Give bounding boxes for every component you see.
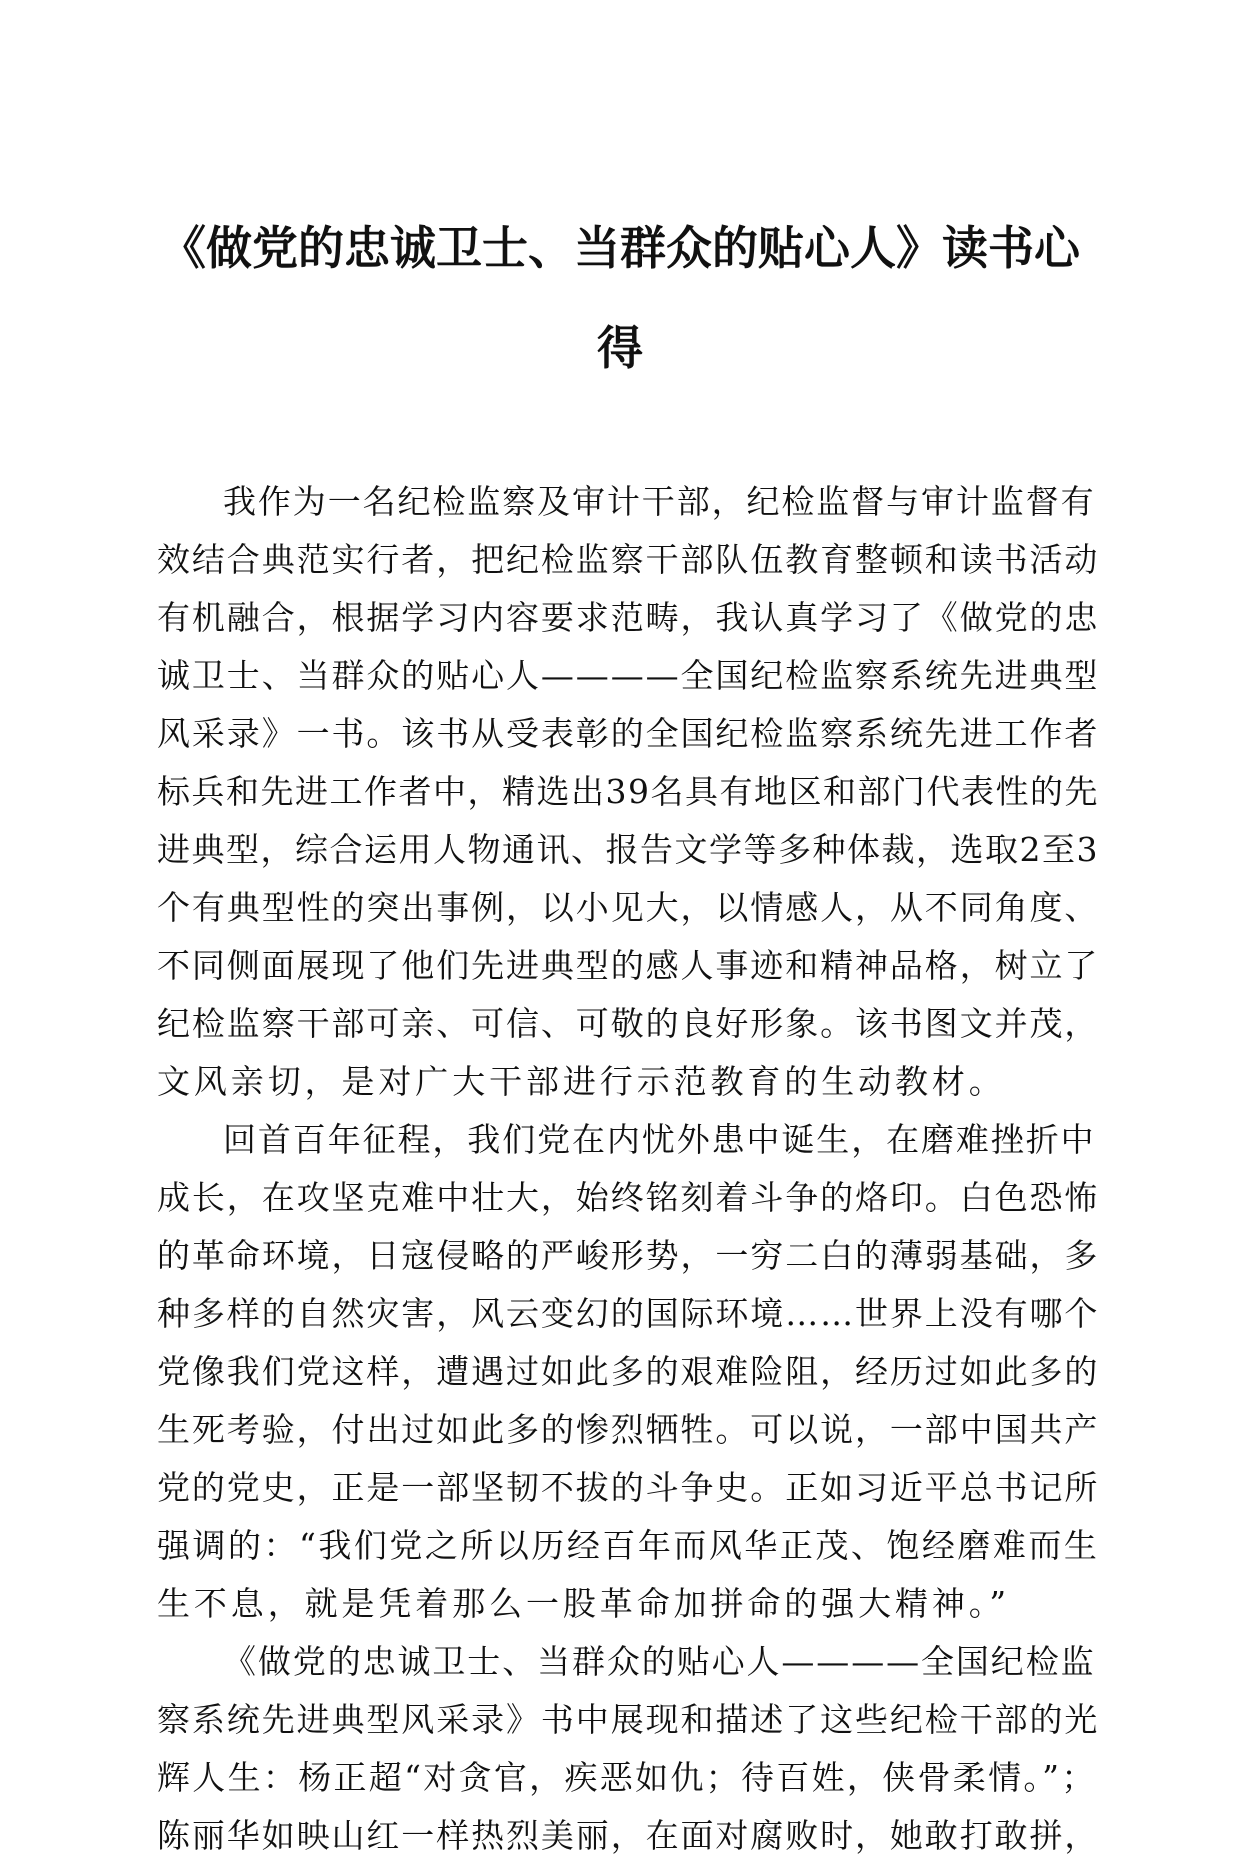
paragraph-1-line-11: 文风亲切，是对广大干部进行示范教育的生动教材。 <box>157 1062 1006 1101</box>
paragraph-3-line-4: 陈丽华如映山红一样热烈美丽，在面对腐败时，她敢打敢拼， <box>157 1816 1100 1855</box>
paragraph-2-line-5: 党像我们党这样，遭遇过如此多的艰难险阻，经历过如此多的 <box>157 1352 1100 1391</box>
paragraph-2-line-7: 党的党史，正是一部坚韧不拔的斗争史。正如习近平总书记所 <box>157 1468 1100 1507</box>
paragraph-1-line-5: 风采录》一书。该书从受表彰的全国纪检监察系统先进工作者 <box>157 714 1100 753</box>
paragraph-2-line-9: 生不息，就是凭着那么一股革命加拼命的强大精神。” <box>157 1584 1010 1623</box>
paragraph-3-line-1: 《做党的忠诚卫士、当群众的贴心人————全国纪检监 <box>223 1642 1096 1681</box>
paragraph-2-line-2: 成长，在攻坚克难中壮大，始终铭刻着斗争的烙印。白色恐怖 <box>157 1178 1100 1217</box>
paragraph-2-line-8: 强调的：“我们党之所以历经百年而风华正茂、饱经磨难而生 <box>157 1526 1100 1565</box>
paragraph-1-line-1: 我作为一名纪检监察及审计干部，纪检监督与审计监督有 <box>223 482 1096 521</box>
paragraph-2-line-6: 生死考验，付出过如此多的惨烈牺牲。可以说，一部中国共产 <box>157 1410 1100 1449</box>
paragraph-2-line-3: 的革命环境，日寇侵略的严峻形势，一穷二白的薄弱基础，多 <box>157 1236 1100 1275</box>
title-line-2: 得 <box>597 321 643 375</box>
paragraph-2-line-1: 回首百年征程，我们党在内忧外患中诞生，在磨难挫折中 <box>223 1120 1096 1159</box>
paragraph-1-line-6: 标兵和先进工作者中，精选出39名具有地区和部门代表性的先 <box>157 772 1099 811</box>
paragraph-3-line-2: 察系统先进典型风采录》书中展现和描述了这些纪检干部的光 <box>157 1700 1100 1739</box>
paragraph-1-line-2: 效结合典范实行者，把纪检监察干部队伍教育整顿和读书活动 <box>157 540 1100 579</box>
paragraph-3-line-3: 辉人生：杨正超“对贪官，疾恶如仇；待百姓，侠骨柔情。”； <box>157 1758 1097 1797</box>
paragraph-1-line-4: 诚卫士、当群众的贴心人————全国纪检监察系统先进典型 <box>157 656 1100 695</box>
paragraph-1 <box>157 473 1100 1111</box>
paragraph-1-line-8: 个有典型性的突出事例，以小见大，以情感人，从不同角度、 <box>157 888 1100 927</box>
title-line-1: 《做党的忠诚卫士、当群众的贴心人》读书心 <box>160 221 1080 275</box>
paragraph-3 <box>157 1633 1100 1865</box>
document-body <box>157 473 1100 1865</box>
paragraph-1-line-10: 纪检监察干部可亲、可信、可敬的良好形象。该书图文并茂， <box>157 1004 1100 1043</box>
paragraph-1-line-7: 进典型，综合运用人物通讯、报告文学等多种体裁，选取2至3 <box>157 830 1099 869</box>
paragraph-2-line-4: 种多样的自然灾害，风云变幻的国际环境……世界上没有哪个 <box>157 1294 1100 1333</box>
paragraph-2 <box>157 1111 1100 1633</box>
paragraph-1-line-3: 有机融合，根据学习内容要求范畴，我认真学习了《做党的忠 <box>157 598 1100 637</box>
document-title <box>150 198 1090 398</box>
paragraph-1-line-9: 不同侧面展现了他们先进典型的感人事迹和精神品格，树立了 <box>157 946 1100 985</box>
